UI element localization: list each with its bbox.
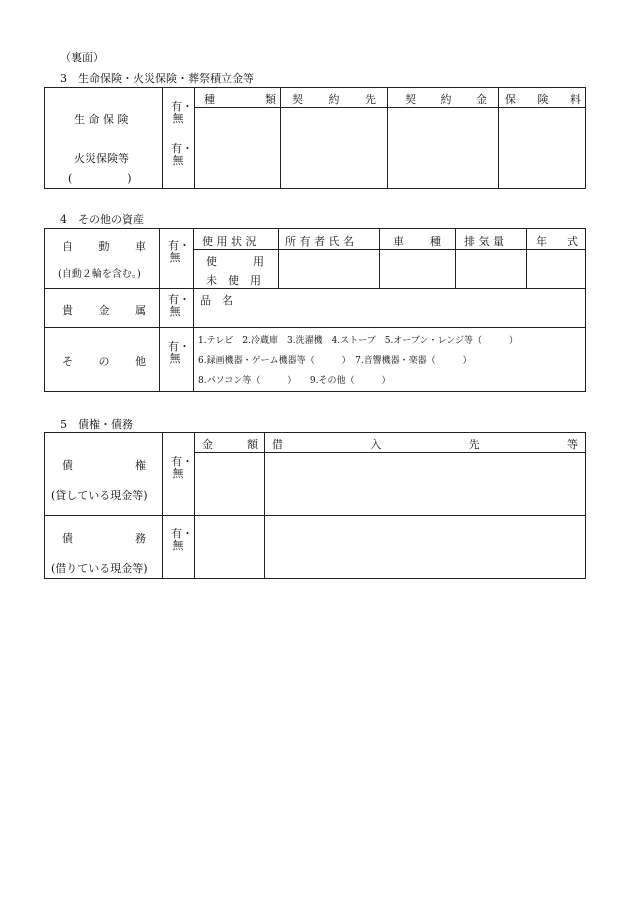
col-displacement-header: 排 気 量 — [464, 235, 504, 248]
col-contract-header: 契 約 先 — [292, 93, 376, 106]
other-items-line2: 6.録画機器・ゲーム機器等（ ） 7.音響機器・楽器（ ） — [198, 356, 472, 366]
col-amount-header: 契 約 金 — [405, 93, 487, 106]
fire-insurance-label: 火災保険等 — [74, 152, 129, 165]
other-label: そ の 他 — [62, 355, 146, 368]
page-side-label: （裏面） — [60, 51, 104, 64]
debt-label: 債 務 — [62, 532, 146, 545]
life-yes-no: 有・無 — [171, 100, 193, 125]
car-note: (自動２輪を含む。) — [58, 269, 141, 280]
other-items-line3: 8.パソコン等（ ） 9.その他（ ） — [198, 376, 391, 386]
col-year-header: 年 式 — [536, 235, 578, 248]
other-yes-no: 有・無 — [168, 340, 190, 365]
car-yes-no: 有・無 — [168, 239, 190, 264]
section3-heading: 3 生命保険・火災保険・葬祭積立金等 — [60, 72, 254, 85]
usage-used-label: 使 用 — [206, 255, 264, 268]
col-type-header: 種 類 — [204, 93, 276, 106]
other-items-line1: 1.テレビ 2.冷蔵庫 3.洗濯機 4.ストーブ 5.オーブン・レンジ等（ ） — [198, 336, 519, 346]
usage-unused-label: 未 使 用 — [206, 274, 261, 287]
col-owner-header: 所 有 者 氏 名 — [285, 235, 354, 248]
col-amount-header-s5: 金 額 — [202, 438, 258, 451]
col-lender-header: 借 入 先 等 — [272, 438, 578, 451]
credit-label: 債 権 — [62, 459, 146, 472]
section4-heading: 4 その他の資産 — [60, 213, 144, 226]
item-name-label: 品 名 — [200, 294, 233, 307]
col-premium-header: 保 険 料 — [505, 93, 581, 106]
col-usage-header: 使 用 状 況 — [202, 235, 257, 248]
fire-insurance-paren: ( ) — [68, 172, 132, 185]
section5-heading: 5 債権・債務 — [60, 418, 133, 431]
precious-metal-label: 貴 金 属 — [62, 304, 146, 317]
life-insurance-label: 生 命 保 険 — [74, 113, 129, 126]
car-label: 自 動 車 — [62, 240, 146, 253]
col-cartype-header: 車 種 — [393, 235, 441, 248]
metal-yes-no: 有・無 — [168, 293, 190, 318]
debt-yes-no: 有・無 — [171, 527, 193, 552]
credit-yes-no: 有・無 — [171, 455, 193, 480]
credit-note: (貸している現金等) — [51, 489, 148, 502]
fire-yes-no: 有・無 — [171, 142, 193, 167]
debt-note: (借りている現金等) — [51, 562, 148, 575]
